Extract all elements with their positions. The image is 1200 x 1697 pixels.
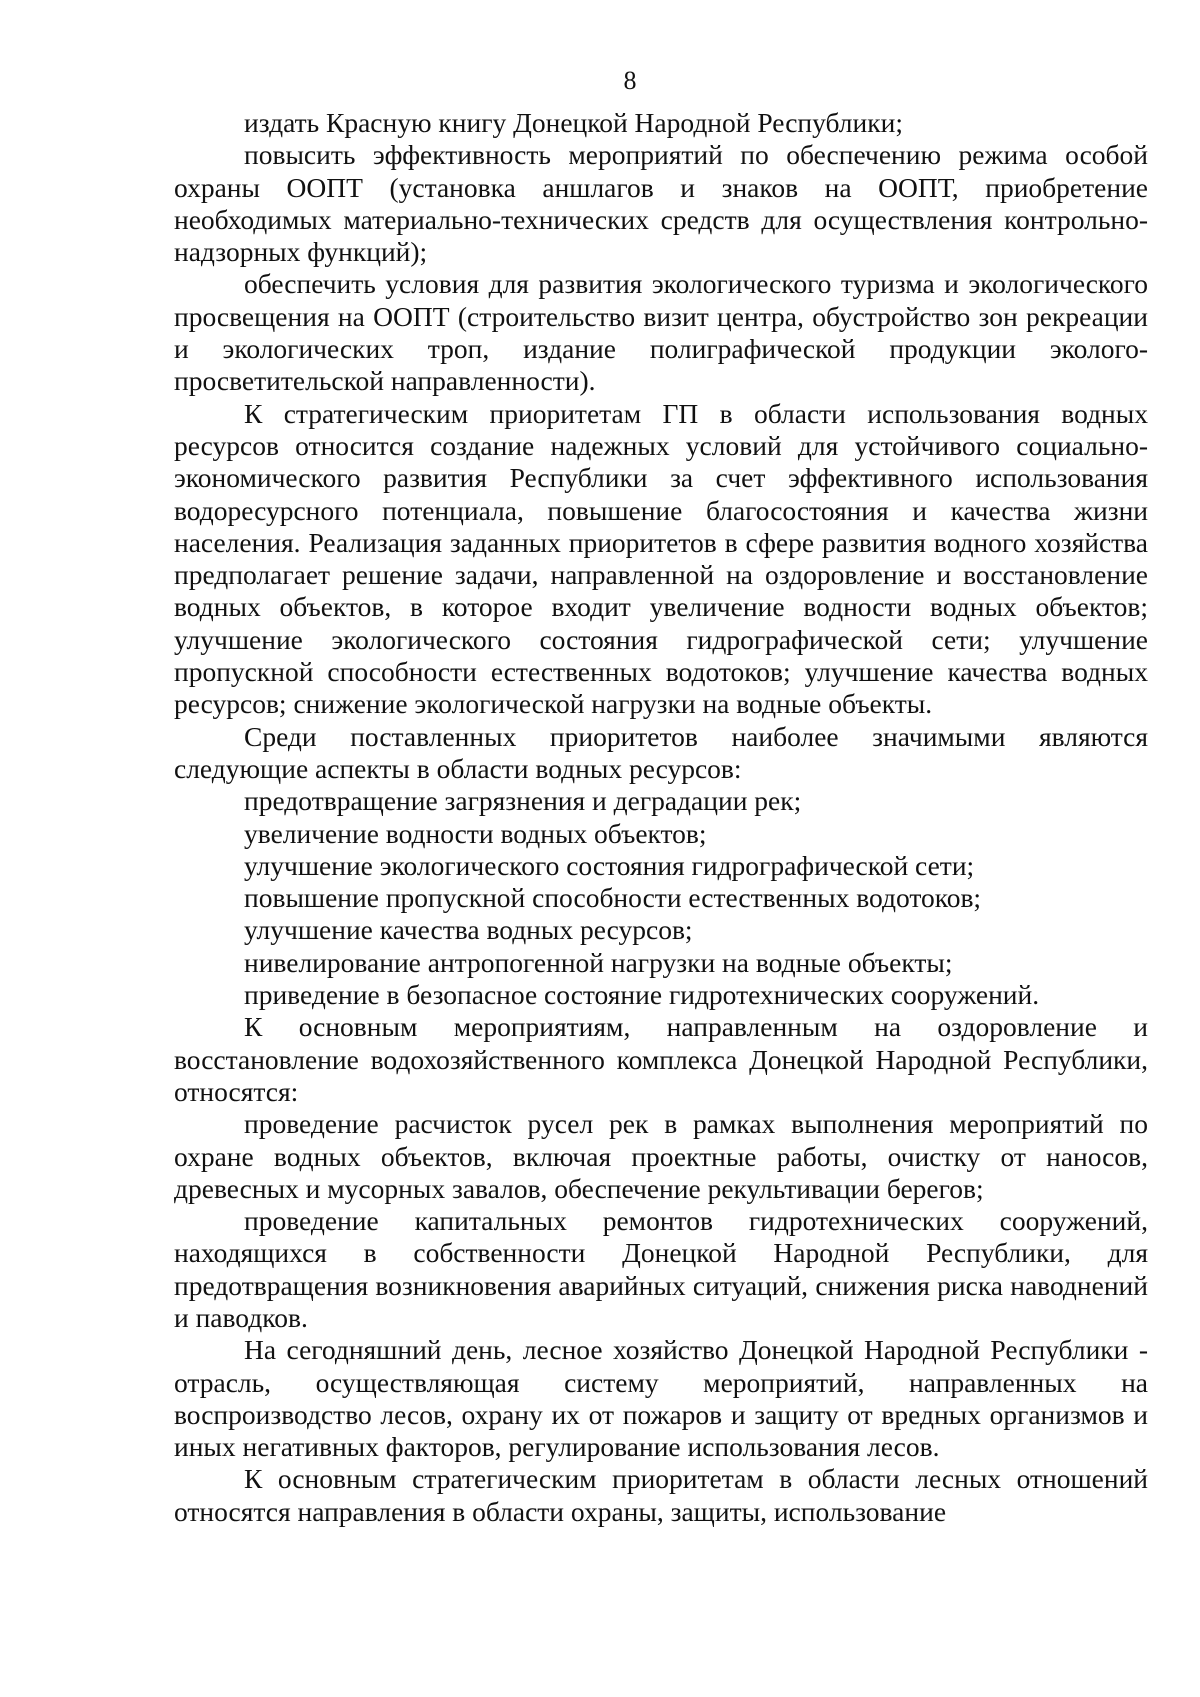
paragraph: К основным стратегическим приоритетам в области лесных отношений относятся направления в области охраны, защиты, использование: [174, 1463, 1148, 1527]
page-number: 8: [623, 66, 637, 95]
list-item: улучшение качества водных ресурсов;: [244, 914, 693, 946]
paragraph: обеспечить условия для развития экологического туризма и экологического просвещения на ООПТ (строительство визит центра, обустройство зон рекреации и экологических троп, издание полиграфической продукции эколого-просветительской направленности).: [174, 268, 1148, 397]
paragraph: проведение расчисток русел рек в рамках выполнения мероприятий по охране водных объектов, включая проектные работы, очистку от наносов, древесных и мусорных завалов, обеспечение рекультивации берегов;: [174, 1108, 1148, 1204]
paragraph: К основным мероприятиям, направленным на оздоровление и восстановление водохозяйственного комплекса Донецкой Народной Республики, относятся:: [174, 1011, 1148, 1107]
paragraph: проведение капитальных ремонтов гидротехнических сооружений, находящихся в собственности Донецкой Народной Республики, для предотвращения возникновения аварийных ситуаций, снижения риска наводнений и паводков.: [174, 1205, 1148, 1333]
paragraph: издать Красную книгу Донецкой Народной Республики;: [244, 107, 903, 138]
list-item: улучшение экологического состояния гидрографической сети;: [244, 849, 975, 881]
list-item: увеличение водности водных объектов;: [244, 817, 707, 849]
document-body: [174, 107, 1148, 1528]
list-item: нивелирование антропогенной нагрузки на водные объекты;: [244, 946, 953, 978]
paragraph: На сегодняшний день, лесное хозяйство Донецкой Народной Республики - отрасль, осуществляющая систему мероприятий, направленных на воспроизводство лесов, охрану их от пожаров и защиту от вредных организмов и иных негативных факторов, регулирование использования лесов.: [174, 1334, 1148, 1463]
list-item: приведение в безопасное состояние гидротехнических сооружений.: [244, 979, 1040, 1011]
paragraph: К стратегическим приоритетам ГП в области использования водных ресурсов относится создание надежных условий для устойчивого социально-экономического развития Республики за счет эффективного использования водоресурсного потенциала, повышение благосостояния и качества жизни населения. Реализация заданных приоритетов в сфере развития водного хозяйства предполагает решение задачи, направленной на оздоровление и восстановление водных объектов, в которое входит увеличение водности водных объектов; улучшение экологического состояния гидрографической сети; улучшение пропускной способности естественных водотоков; улучшение качества водных ресурсов; снижение экологической нагрузки на водные объекты.: [174, 397, 1148, 720]
list-item: повышение пропускной способности естественных водотоков;: [244, 882, 982, 914]
paragraph: Среди поставленных приоритетов наиболее значимыми являются следующие аспекты в области водных ресурсов:: [174, 720, 1148, 784]
list-item: предотвращение загрязнения и деградации рек;: [244, 785, 802, 817]
paragraph: повысить эффективность мероприятий по обеспечению режима особой охраны ООПТ (установка аншлагов и знаков на ООПТ, приобретение необходимых материально-технических средств для осуществления контрольно-надзорных функций);: [174, 139, 1148, 268]
